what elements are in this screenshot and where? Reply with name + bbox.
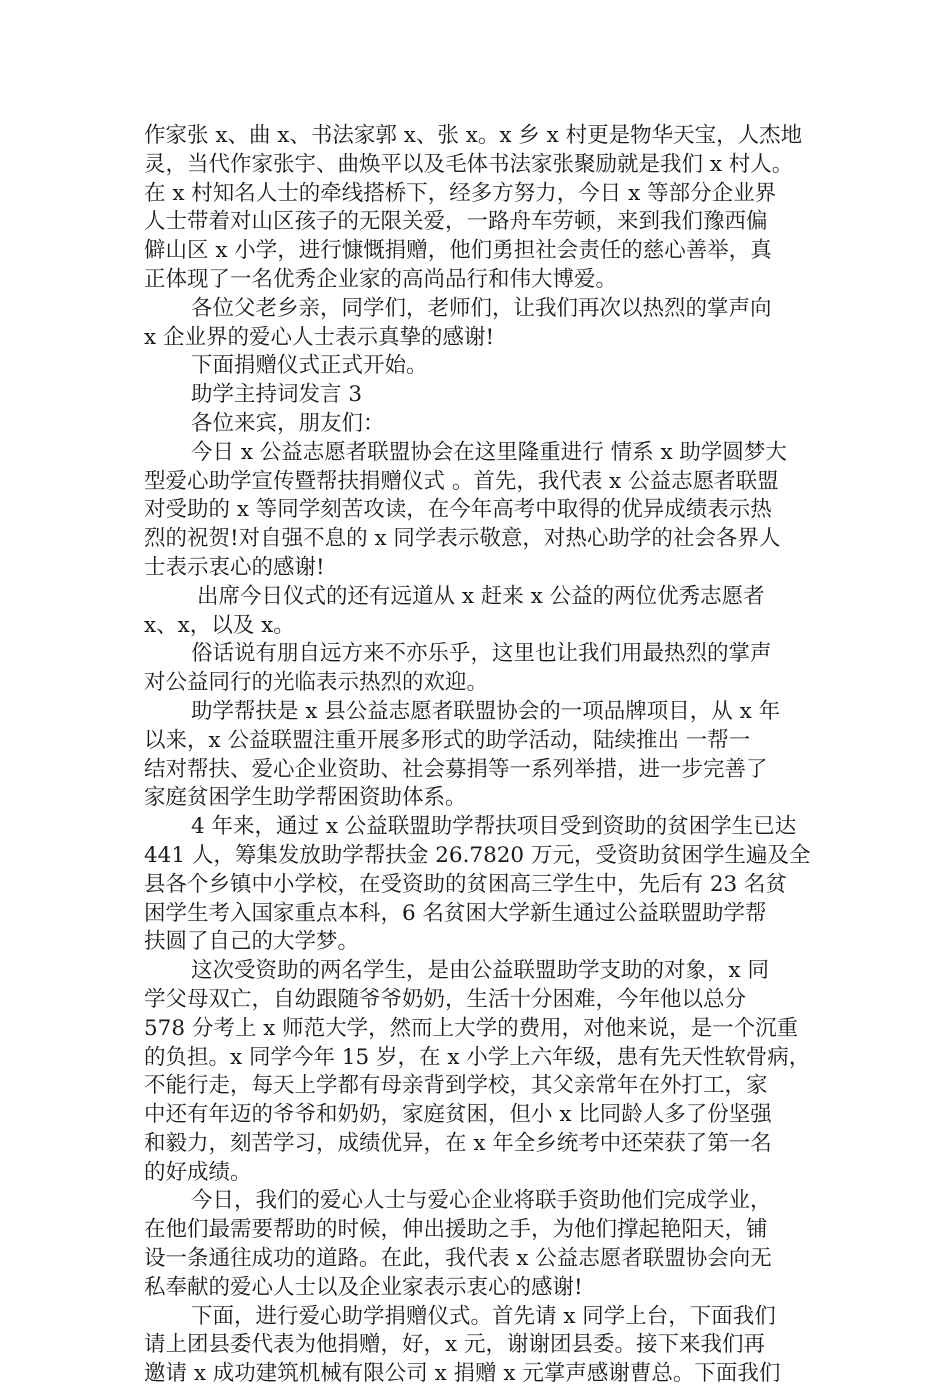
text-line: 学父母双亡，自幼跟随爷爷奶奶，生活十分困难，今年他以总分 bbox=[144, 986, 747, 1012]
text-line: 对受助的 x 等同学刻苦攻读，在今年高考中取得的优异成绩表示热 bbox=[144, 497, 772, 523]
text-line: 4 年来，通过 x 公益联盟助学帮扶项目受到资助的贫困学生已达 bbox=[191, 814, 797, 840]
text-line: 下面捐赠仪式正式开始。 bbox=[191, 353, 428, 379]
text-line: 在 x 村知名人士的牵线搭桥下，经多方努力，今日 x 等部分企业界 bbox=[144, 180, 777, 206]
text-line: 助学主持词发言 3 bbox=[191, 382, 363, 408]
text-line: 助学帮扶是 x 县公益志愿者联盟协会的一项品牌项目，从 x 年 bbox=[191, 698, 781, 724]
text-line: 烈的祝贺!对自强不息的 x 同学表示敬意，对热心助学的社会各界人 bbox=[144, 526, 781, 552]
text-line: 和毅力，刻苦学习，成绩优异，在 x 年全乡统考中还荣获了第一名 bbox=[144, 1130, 772, 1156]
text-line: x、x，以及 x。 bbox=[144, 612, 295, 638]
text-line: 正体现了一名优秀企业家的高尚品行和伟大博爱。 bbox=[144, 266, 618, 292]
text-line: 私奉献的爱心人士以及企业家表示衷心的感谢! bbox=[144, 1274, 583, 1300]
text-line: 今日，我们的爱心人士与爱心企业将联手资助他们完成学业， bbox=[191, 1188, 772, 1214]
text-line: 士表示衷心的感谢! bbox=[144, 554, 325, 580]
text-line: 各位父老乡亲，同学们，老师们，让我们再次以热烈的掌声向 bbox=[191, 295, 772, 321]
text-line: 中还有年迈的爷爷和奶奶，家庭贫困，但小 x 比同龄人多了份坚强 bbox=[144, 1102, 772, 1128]
text-line: 出席今日仪式的还有远道从 x 赶来 x 公益的两位优秀志愿者 bbox=[197, 583, 765, 609]
text-line: 以来，x 公益联盟注重开展多形式的助学活动，陆续推出 一帮一 bbox=[144, 727, 751, 753]
text-line: 设一条通往成功的道路。在此，我代表 x 公益志愿者联盟协会向无 bbox=[144, 1246, 772, 1272]
text-line: 在他们最需要帮助的时候，伸出援助之手，为他们撑起艳阳天，铺 bbox=[144, 1217, 768, 1243]
text-line: 对公益同行的光临表示热烈的欢迎。 bbox=[144, 670, 489, 696]
text-line: 578 分考上 x 师范大学，然而上大学的费用，对他来说，是一个沉重 bbox=[144, 1015, 799, 1041]
text-line: 请上团县委代表为他捐赠，好，x 元，谢谢团县委。接下来我们再 bbox=[144, 1332, 765, 1358]
text-line: 扶圆了自己的大学梦。 bbox=[144, 929, 360, 955]
text-line: 作家张 x、曲 x、书法家郭 x、张 x。x 乡 x 村更是物华天宝，人杰地 bbox=[144, 123, 803, 148]
text-line: 灵，当代作家张宇、曲焕平以及毛体书法家张聚励就是我们 x 村人。 bbox=[144, 151, 794, 177]
text-line: 家庭贫困学生助学帮困资助体系。 bbox=[144, 785, 467, 811]
text-line: 型爱心助学宣传暨帮扶捐赠仪式 。首先，我代表 x 公益志愿者联盟 bbox=[144, 468, 779, 494]
text-line: 的负担。x 同学今年 15 岁，在 x 小学上六年级，患有先天性软骨病， bbox=[144, 1044, 811, 1070]
text-line: 邀请 x 成功建筑机械有限公司 x 捐赠 x 元掌声感谢曹总。下面我们 bbox=[144, 1361, 781, 1387]
text-line: 下面，进行爱心助学捐赠仪式。首先请 x 同学上台，下面我们 bbox=[191, 1303, 776, 1329]
text-line: 俗话说有朋自远方来不亦乐乎，这里也让我们用最热烈的掌声 bbox=[191, 641, 772, 667]
text-line: 困学生考入国家重点本科，6 名贫困大学新生通过公益联盟助学帮 bbox=[144, 900, 767, 926]
text-line: 人士带着对山区孩子的无限关爱，一路舟车劳顿，来到我们豫西偏 bbox=[144, 209, 768, 235]
text-line: 的好成绩。 bbox=[144, 1159, 252, 1185]
text-line: x 企业界的爱心人士表示真挚的感谢! bbox=[144, 324, 495, 350]
text-line: 县各个乡镇中小学校，在受资助的贫困高三学生中，先后有 23 名贫 bbox=[144, 871, 788, 897]
text-line: 不能行走，每天上学都有母亲背到学校，其父亲常年在外打工，家 bbox=[144, 1073, 768, 1099]
text-line: 僻山区 x 小学，进行慷慨捐赠，他们勇担社会责任的慈心善举，真 bbox=[144, 238, 772, 264]
text-line: 这次受资助的两名学生，是由公益联盟助学支助的对象，x 同 bbox=[191, 958, 769, 984]
document-body bbox=[144, 122, 824, 1389]
text-line: 441 人，筹集发放助学帮扶金 26.7820 万元，受资助贫困学生遍及全 bbox=[144, 842, 811, 868]
text-line: 各位来宾，朋友们： bbox=[191, 410, 385, 436]
text-line: 今日 x 公益志愿者联盟协会在这里隆重进行 情系 x 助学圆梦大 bbox=[191, 439, 787, 465]
text-line: 结对帮扶、爱心企业资助、社会募捐等一系列举措，进一步完善了 bbox=[144, 756, 768, 782]
